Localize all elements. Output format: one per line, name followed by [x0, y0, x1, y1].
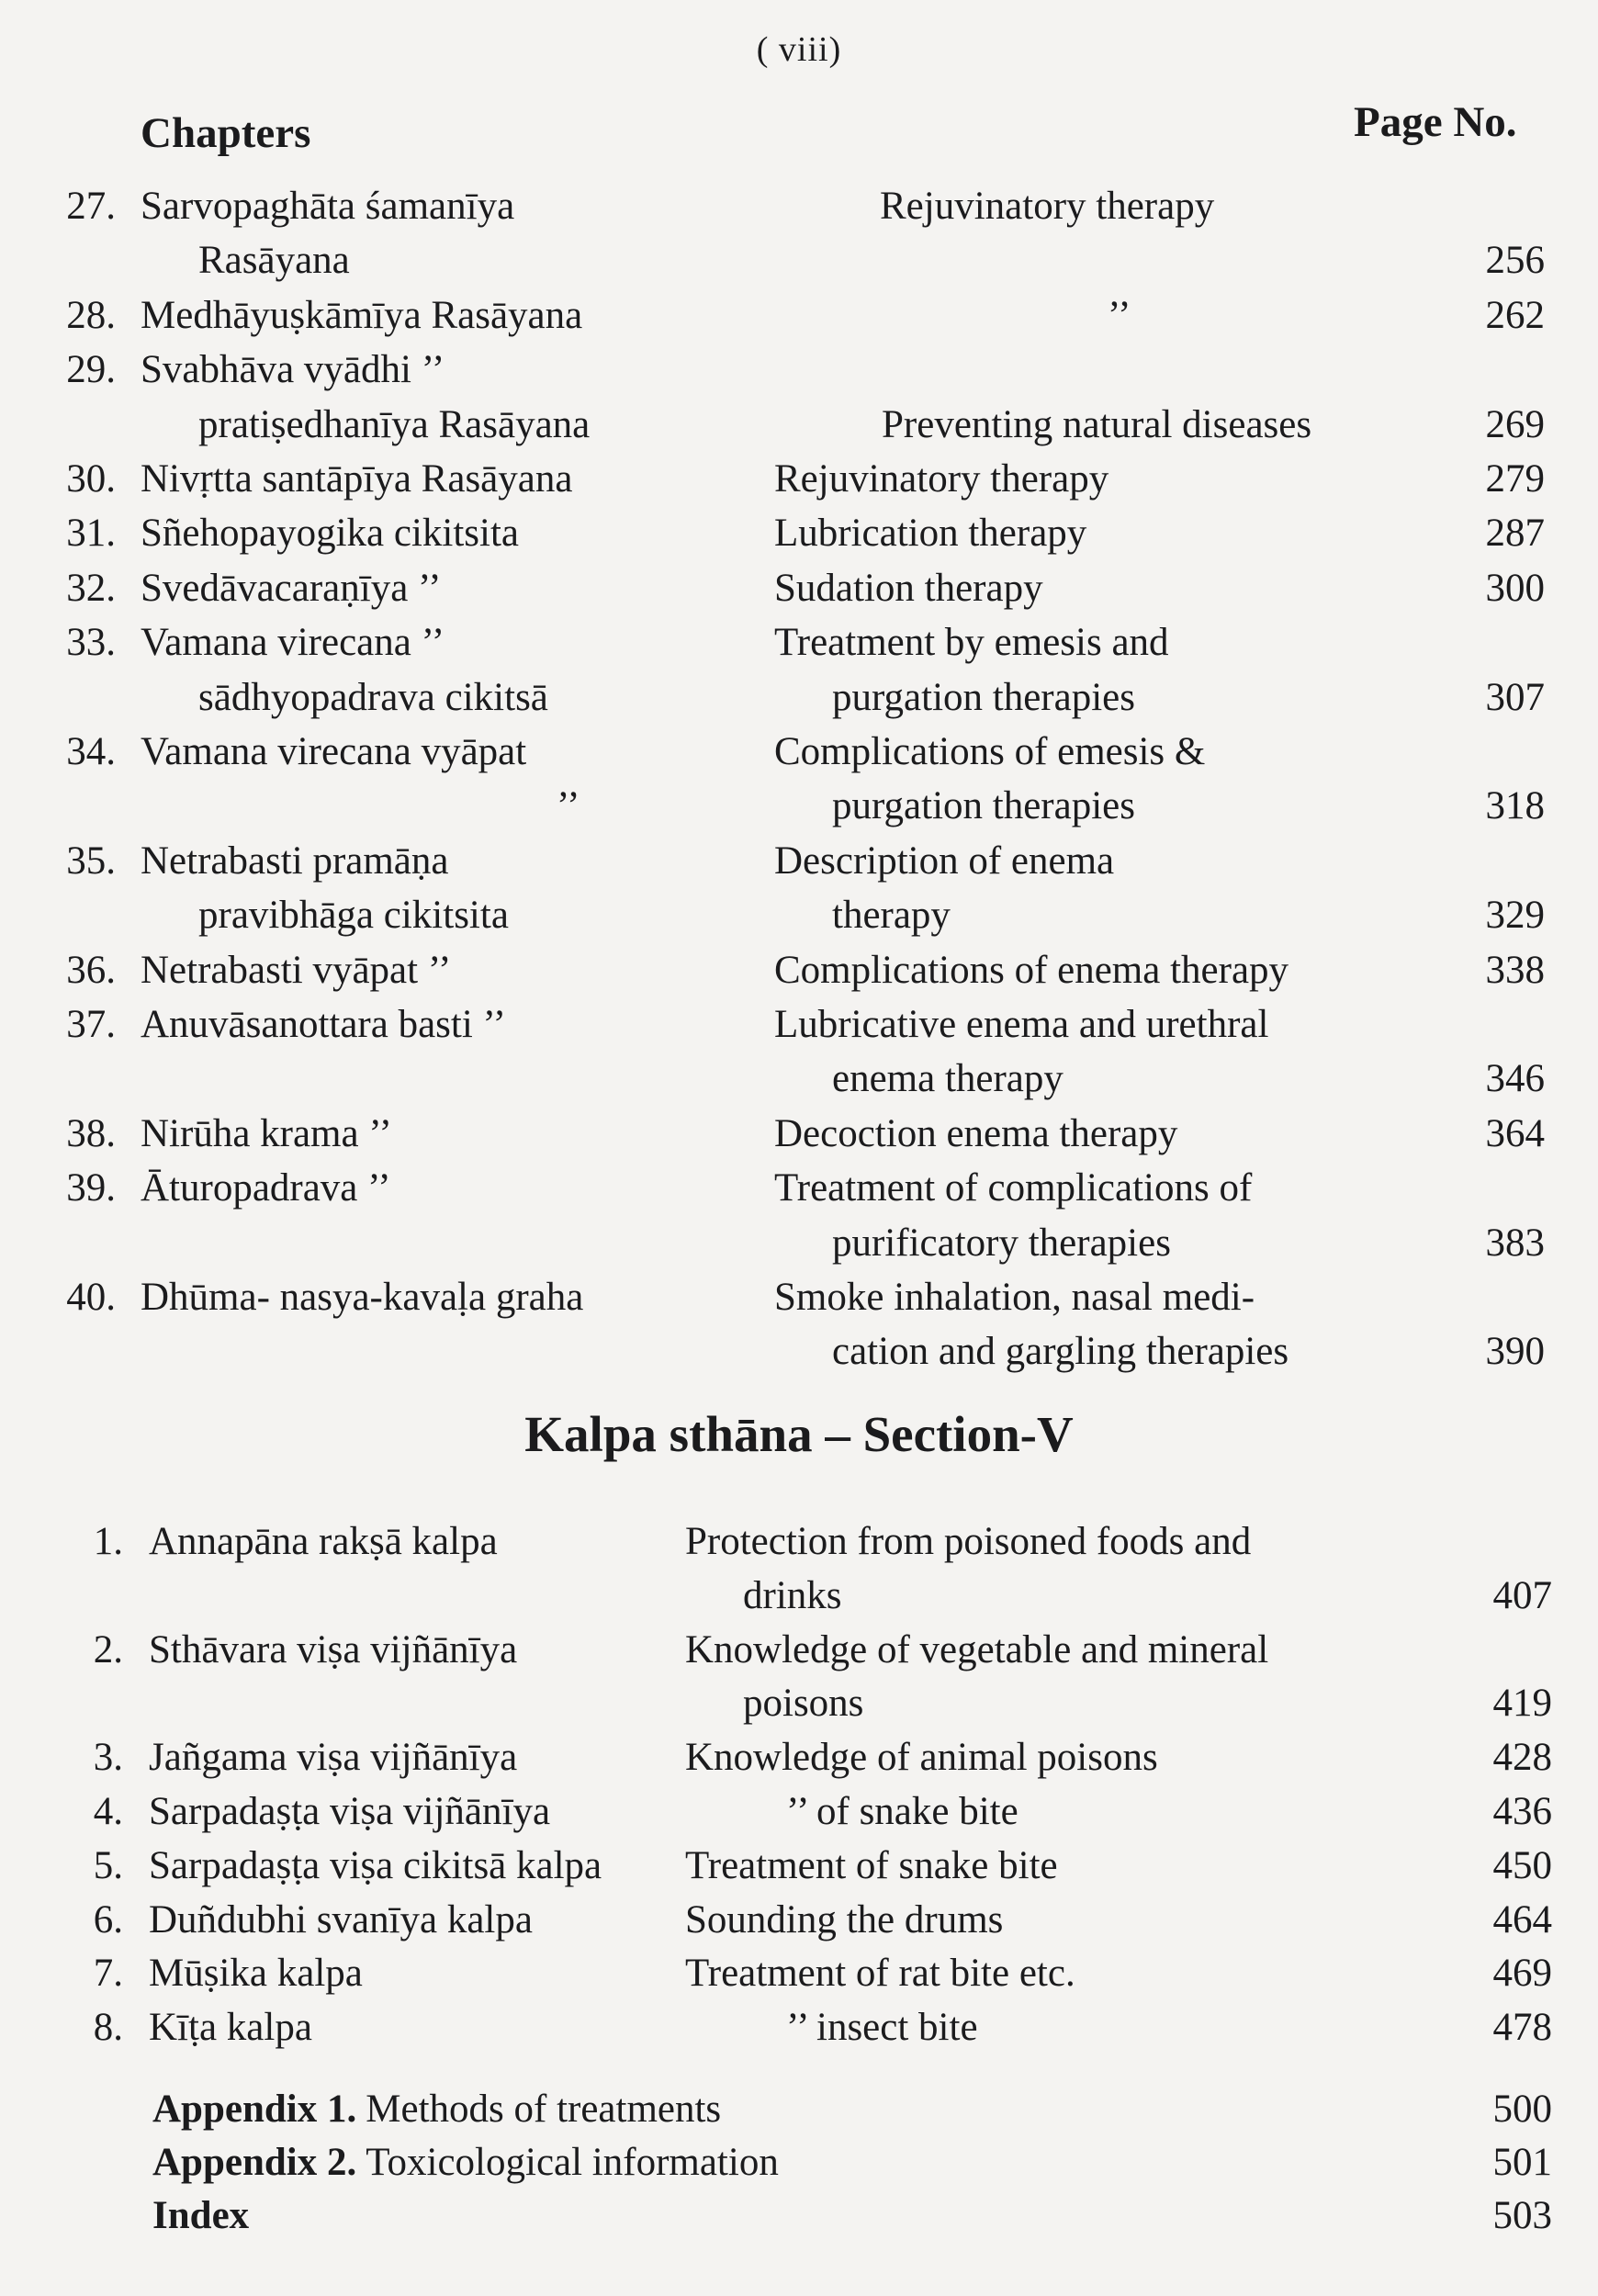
chapter-description: ’’ of snake bite — [786, 1790, 1018, 1833]
page-number: 279 — [1485, 457, 1545, 501]
chapter-description: ’’ — [1108, 293, 1131, 337]
chapter-name: Āturopadrava ’’ — [141, 1166, 391, 1210]
appendix-entry — [152, 2136, 779, 2189]
page-number: 262 — [1485, 293, 1545, 337]
toc-entry — [0, 726, 1598, 779]
toc-entry — [0, 562, 1598, 615]
chapter-number: 35. — [66, 838, 116, 883]
toc-entry — [0, 1570, 1598, 1623]
toc-entry — [0, 1840, 1598, 1893]
page-label: ( viii) — [756, 30, 842, 69]
chapter-description: Sudation therapy — [774, 566, 1043, 610]
chapter-description: therapy — [832, 894, 951, 938]
toc-entry — [0, 234, 1598, 287]
chapter-number: 32. — [66, 566, 116, 610]
chapter-name: Svedāvacaraṇīya ’’ — [141, 566, 442, 610]
chapter-description: Complications of enema therapy — [774, 948, 1289, 992]
toc-entry — [0, 1325, 1598, 1379]
chapter-name: Anuvāsanottara basti ’’ — [141, 1003, 507, 1046]
appendix-label: Appendix 1. — [152, 2088, 357, 2131]
page-number: 269 — [1485, 402, 1545, 446]
toc-entry — [0, 835, 1598, 888]
toc-entry — [0, 1271, 1598, 1324]
page-number: 256 — [1485, 239, 1545, 283]
page-number: 428 — [1492, 1736, 1552, 1780]
toc-entry — [0, 780, 1598, 833]
page-number: 300 — [1485, 566, 1545, 610]
chapter-name: Sarvopaghāta śamanīya — [141, 185, 515, 228]
appendix-page-number: 503 — [1492, 2194, 1552, 2237]
chapter-number: 40. — [66, 1276, 116, 1319]
chapter-name: Kīṭa kalpa — [149, 2006, 312, 2050]
chapter-description: Lubrication therapy — [774, 512, 1087, 556]
toc-entry — [0, 1677, 1598, 1730]
chapter-number: 8. — [93, 2006, 123, 2050]
chapter-description: purgation therapies — [832, 675, 1135, 719]
chapter-description: cation and gargling therapies — [832, 1330, 1289, 1374]
page-number: 307 — [1485, 675, 1545, 719]
chapter-number: 27. — [66, 185, 116, 228]
chapter-name: Medhāyuṣkāmīya Rasāyana — [141, 293, 583, 337]
toc-entry — [0, 343, 1598, 397]
chapters-header: Chapters — [141, 109, 311, 157]
page-number: 407 — [1492, 1573, 1552, 1617]
chapter-description: Treatment of snake bite — [685, 1843, 1058, 1887]
chapter-number: 36. — [66, 948, 116, 992]
chapter-name: Rasāyana — [198, 239, 350, 283]
chapter-description: drinks — [743, 1573, 842, 1617]
appendix-text: Methods of treatments — [366, 2088, 722, 2131]
toc-entry — [0, 1624, 1598, 1677]
chapter-name: Netrabasti vyāpat ’’ — [141, 948, 452, 992]
chapter-name: sādhyopadrava cikitsā — [198, 675, 548, 719]
chapter-description: poisons — [743, 1682, 864, 1726]
appendix-label: Index — [152, 2194, 250, 2237]
chapter-description: Knowledge of vegetable and mineral — [685, 1627, 1269, 1671]
page-number: 390 — [1485, 1330, 1545, 1374]
page-number: 419 — [1492, 1682, 1552, 1726]
page-number: 436 — [1492, 1790, 1552, 1833]
chapter-description: Complications of emesis & — [774, 730, 1206, 773]
chapter-number: 39. — [66, 1166, 116, 1210]
chapter-name: Vamana virecana ’’ — [141, 621, 445, 665]
chapter-description: Smoke inhalation, nasal medi- — [774, 1276, 1255, 1319]
chapter-description: Rejuvinatory therapy — [880, 185, 1215, 228]
toc-entry — [0, 1052, 1598, 1106]
appendix-text: Toxicological information — [366, 2141, 779, 2184]
chapter-number: 38. — [66, 1111, 116, 1155]
chapter-description: Protection from poisoned foods and — [685, 1520, 1252, 1563]
chapter-number: 6. — [93, 1897, 123, 1941]
toc-entry — [0, 399, 1598, 452]
appendix-entry — [152, 2189, 258, 2243]
page-number: 338 — [1485, 948, 1545, 992]
toc-entry — [0, 1108, 1598, 1161]
chapter-description: purgation therapies — [832, 784, 1135, 828]
page-number: 329 — [1485, 894, 1545, 938]
chapter-number: 34. — [66, 730, 116, 773]
chapter-number: 33. — [66, 621, 116, 665]
toc-entry — [0, 671, 1598, 725]
toc-entry — [0, 180, 1598, 233]
appendix-label: Appendix 2. — [152, 2141, 357, 2184]
appendix-page-number: 501 — [1492, 2141, 1552, 2184]
toc-entry — [0, 1515, 1598, 1569]
toc-entry — [0, 1894, 1598, 1947]
page-number: 364 — [1485, 1111, 1545, 1155]
chapter-name: Svabhāva vyādhi ’’ — [141, 348, 445, 392]
page-number: 469 — [1492, 1952, 1552, 1996]
toc-entry — [0, 1162, 1598, 1215]
toc-entry — [0, 453, 1598, 506]
appendix-entry — [152, 2083, 721, 2136]
page-number: 450 — [1492, 1843, 1552, 1887]
page-number: 318 — [1485, 784, 1545, 828]
chapter-number: 1. — [93, 1520, 123, 1563]
chapter-number: 28. — [66, 293, 116, 337]
chapter-description: Decoction enema therapy — [774, 1111, 1178, 1155]
chapter-description: Sounding the drums — [685, 1897, 1004, 1941]
chapter-description: purificatory therapies — [832, 1221, 1171, 1265]
section-title: Kalpa sthāna – Section-V — [524, 1406, 1074, 1462]
chapter-name: Nirūha krama ’’ — [141, 1111, 392, 1155]
page-number: 346 — [1485, 1057, 1545, 1101]
chapter-name: Mūṣika kalpa — [149, 1952, 363, 1996]
page-no-header: Page No. — [1354, 98, 1517, 146]
chapter-number: 5. — [93, 1843, 123, 1887]
toc-entry — [0, 616, 1598, 670]
toc-entry — [0, 889, 1598, 942]
chapter-name: Sarpadaṣṭa viṣa vijñānīya — [149, 1790, 551, 1833]
chapter-name: Netrabasti pramāṇa — [141, 838, 449, 883]
toc-entry — [0, 998, 1598, 1052]
chapter-description: Rejuvinatory therapy — [774, 457, 1109, 501]
chapter-name: Jañgama viṣa vijñānīya — [149, 1736, 518, 1780]
chapter-description: Knowledge of animal poisons — [685, 1736, 1158, 1780]
chapter-number: 7. — [93, 1952, 123, 1996]
chapter-name: Vamana virecana vyāpat — [141, 730, 527, 773]
toc-entry — [0, 944, 1598, 997]
chapter-description: Lubricative enema and urethral — [774, 1003, 1269, 1046]
chapter-name: Annapāna rakṣā kalpa — [149, 1520, 498, 1563]
toc-entry — [0, 1785, 1598, 1839]
chapter-description: Treatment by emesis and — [774, 621, 1169, 665]
chapter-number: 37. — [66, 1003, 116, 1046]
chapter-number: 31. — [66, 512, 116, 556]
chapter-description: Treatment of rat bite etc. — [685, 1952, 1075, 1996]
appendix-page-number: 500 — [1492, 2088, 1552, 2131]
chapter-number: 3. — [93, 1736, 123, 1780]
chapter-description: ’’ insect bite — [786, 2006, 978, 2050]
chapter-description: Description of enema — [774, 838, 1115, 883]
toc-entry — [0, 507, 1598, 560]
toc-entry — [0, 2001, 1598, 2054]
chapter-name: Sñehopayogika cikitsita — [141, 512, 520, 556]
page-number: 383 — [1485, 1221, 1545, 1265]
chapter-name: pravibhāga cikitsita — [198, 894, 509, 938]
toc-entry — [0, 289, 1598, 343]
chapter-description: Preventing natural diseases — [882, 402, 1312, 446]
chapter-number: 29. — [66, 348, 116, 392]
page-number: 287 — [1485, 512, 1545, 556]
chapter-name: Dhūma- nasya-kavaḷa graha — [141, 1276, 584, 1319]
chapter-name: ’’ — [557, 784, 580, 828]
chapter-name: Duñdubhi svanīya kalpa — [149, 1897, 533, 1941]
chapter-name: pratiṣedhanīya Rasāyana — [198, 402, 591, 446]
page-number: 478 — [1492, 2006, 1552, 2050]
chapter-description: enema therapy — [832, 1057, 1063, 1101]
page-number: 464 — [1492, 1897, 1552, 1941]
chapter-name: Nivṛtta santāpīya Rasāyana — [141, 457, 573, 501]
chapter-number: 4. — [93, 1790, 123, 1833]
toc-entry — [0, 1947, 1598, 2000]
chapter-number: 2. — [93, 1627, 123, 1671]
chapter-number: 30. — [66, 457, 116, 501]
toc-entry — [0, 1217, 1598, 1270]
toc-entry — [0, 1731, 1598, 1784]
chapter-description: Treatment of complications of — [774, 1166, 1253, 1210]
chapter-name: Sarpadaṣṭa viṣa cikitsā kalpa — [149, 1843, 602, 1887]
chapter-name: Sthāvara viṣa vijñānīya — [149, 1627, 518, 1671]
